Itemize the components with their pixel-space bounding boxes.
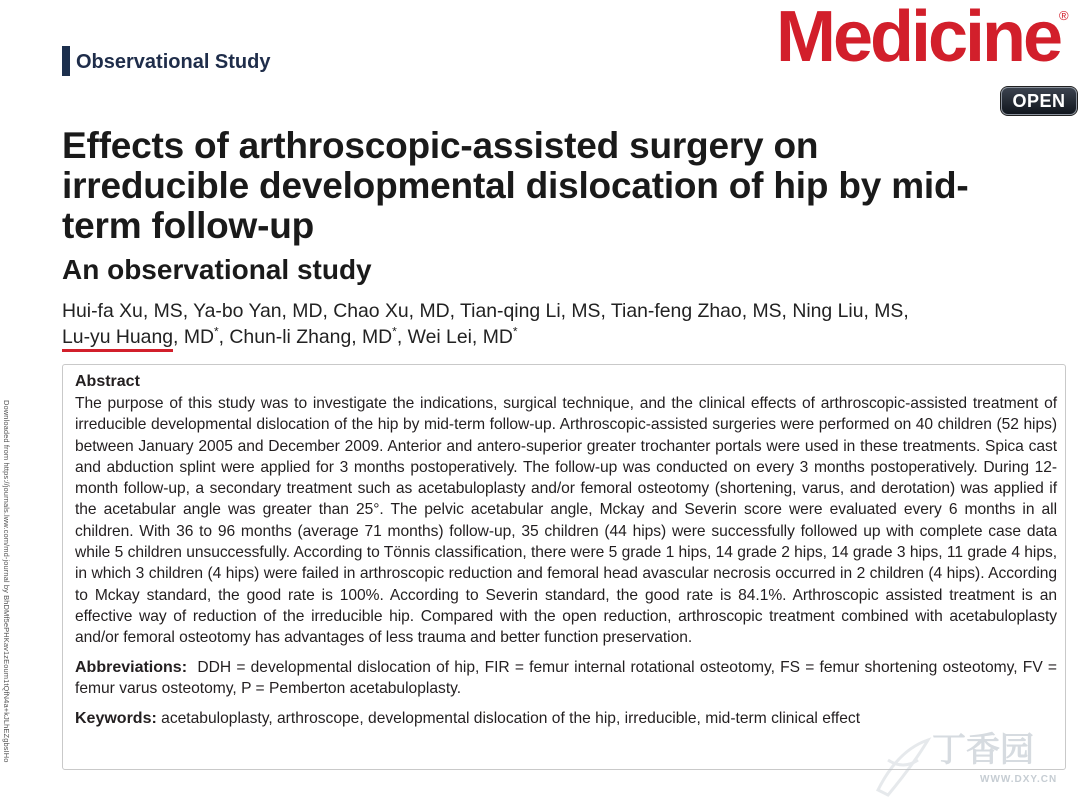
article-subtitle: An observational study [62,254,372,285]
author-degree: , MD [173,326,214,348]
corresponding-mark: * [512,324,518,339]
highlighted-author: Lu-yu Huang [62,326,173,352]
corresponding-mark: * [213,324,219,339]
abstract-text: The purpose of this study was to investigate the indications, surgical technique, and the clinical effects of arthroscopic-assisted treatment of irreducible developmental dislocation of the hip by mid-term follow-up. Arthroscopic-assisted surgeries were performed on 40 children (52 hips) between January 2005 and December 2009. Anterior and antero-superior greater trochanter portals were used in these treatments. Spica cast and abduction splint were applied for 3 months postoperatively. The follow-up was conducted on every 3 months postoperatively. During 12-month follow-up, a secondary treatment such as acetabuloplasty and/or femoral osteotomy (shortening, varus, and derotation) was applied if the acetabular angle was greater than 25°. The pelvic acetabular angle, Mckay and Severin score were evaluated every 6 months in all children. With 36 to 96 months (average 71 months) follow-up, 35 children (44 hips) were successfully followed up with complete case data while 5 children unsuccessfully. According to Tönnis classification, there were 5 grade 1 hips, 14 grade 2 hips, 14 grade 3 hips, 11 grade 4 hips, in which 3 children (4 hips) were failed in arthroscopic reduction and femoral head avascular necrosis occurred in 2 children (4 hips). According to Mckay standard, the good rate is 100%. According to Severin standard, the good rate is 84.1%. Arthroscopic assisted treatment is an effective way of reduction of the irreducible hip. Compared with the open reduction, arthroscopic treatment combined with acetabuloplasty and/or femoral osteotomy has advantages of less trauma and better function preservation. [75,395,1057,647]
watermark-url: WWW.DXY.CN [980,774,1058,785]
abstract-heading: Abstract [75,373,140,390]
abbreviations [75,657,1057,700]
keywords-label: Keywords: [75,710,157,728]
watermark-text: 丁香园 [932,731,1034,769]
abbreviations-label: Abbreviations: [75,658,188,676]
corresponding-mark: * [392,324,397,339]
keywords-text: acetabuloplasty, arthroscope, developmental dislocation of the hip, irreducible, mid-term clinical effect [161,710,861,728]
authors-line-1: Hui-fa Xu, MS, Ya-bo Yan, MD, Chao Xu, MD, Tian-qing Li, MS, Tian-feng Zhao, MS, Ning Liu, MS, [62,300,909,322]
author-lei: , Wei Lei, MD [396,326,513,348]
download-margin-note: Downloaded from https://journals.lww.com/md-journal by BhDMf5ePHKav1zEoum1tQfN4a+kJLhEZgbsIHo [2,400,11,763]
registered-mark: ® [1059,8,1069,23]
author-zhang: , Chun-li Zhang, MD [218,326,393,348]
open-access-badge: OPEN [1001,87,1077,115]
author-list [62,298,1022,350]
abstract-box [62,364,1066,770]
section-label: Observational Study [62,46,271,76]
journal-logo: Medicine [776,0,1061,77]
abbreviations-text: DDH = developmental dislocation of hip, FIR = femur internal rotational osteotomy, FS = femur shortening osteotomy, FV = femur varus osteotomy, P = Pemberton acetabuloplasty. [75,658,1058,697]
article-title: Effects of arthroscopic-assisted surgery on irreducible developmental dislocation of hip by mid-term follow-up [62,125,969,246]
